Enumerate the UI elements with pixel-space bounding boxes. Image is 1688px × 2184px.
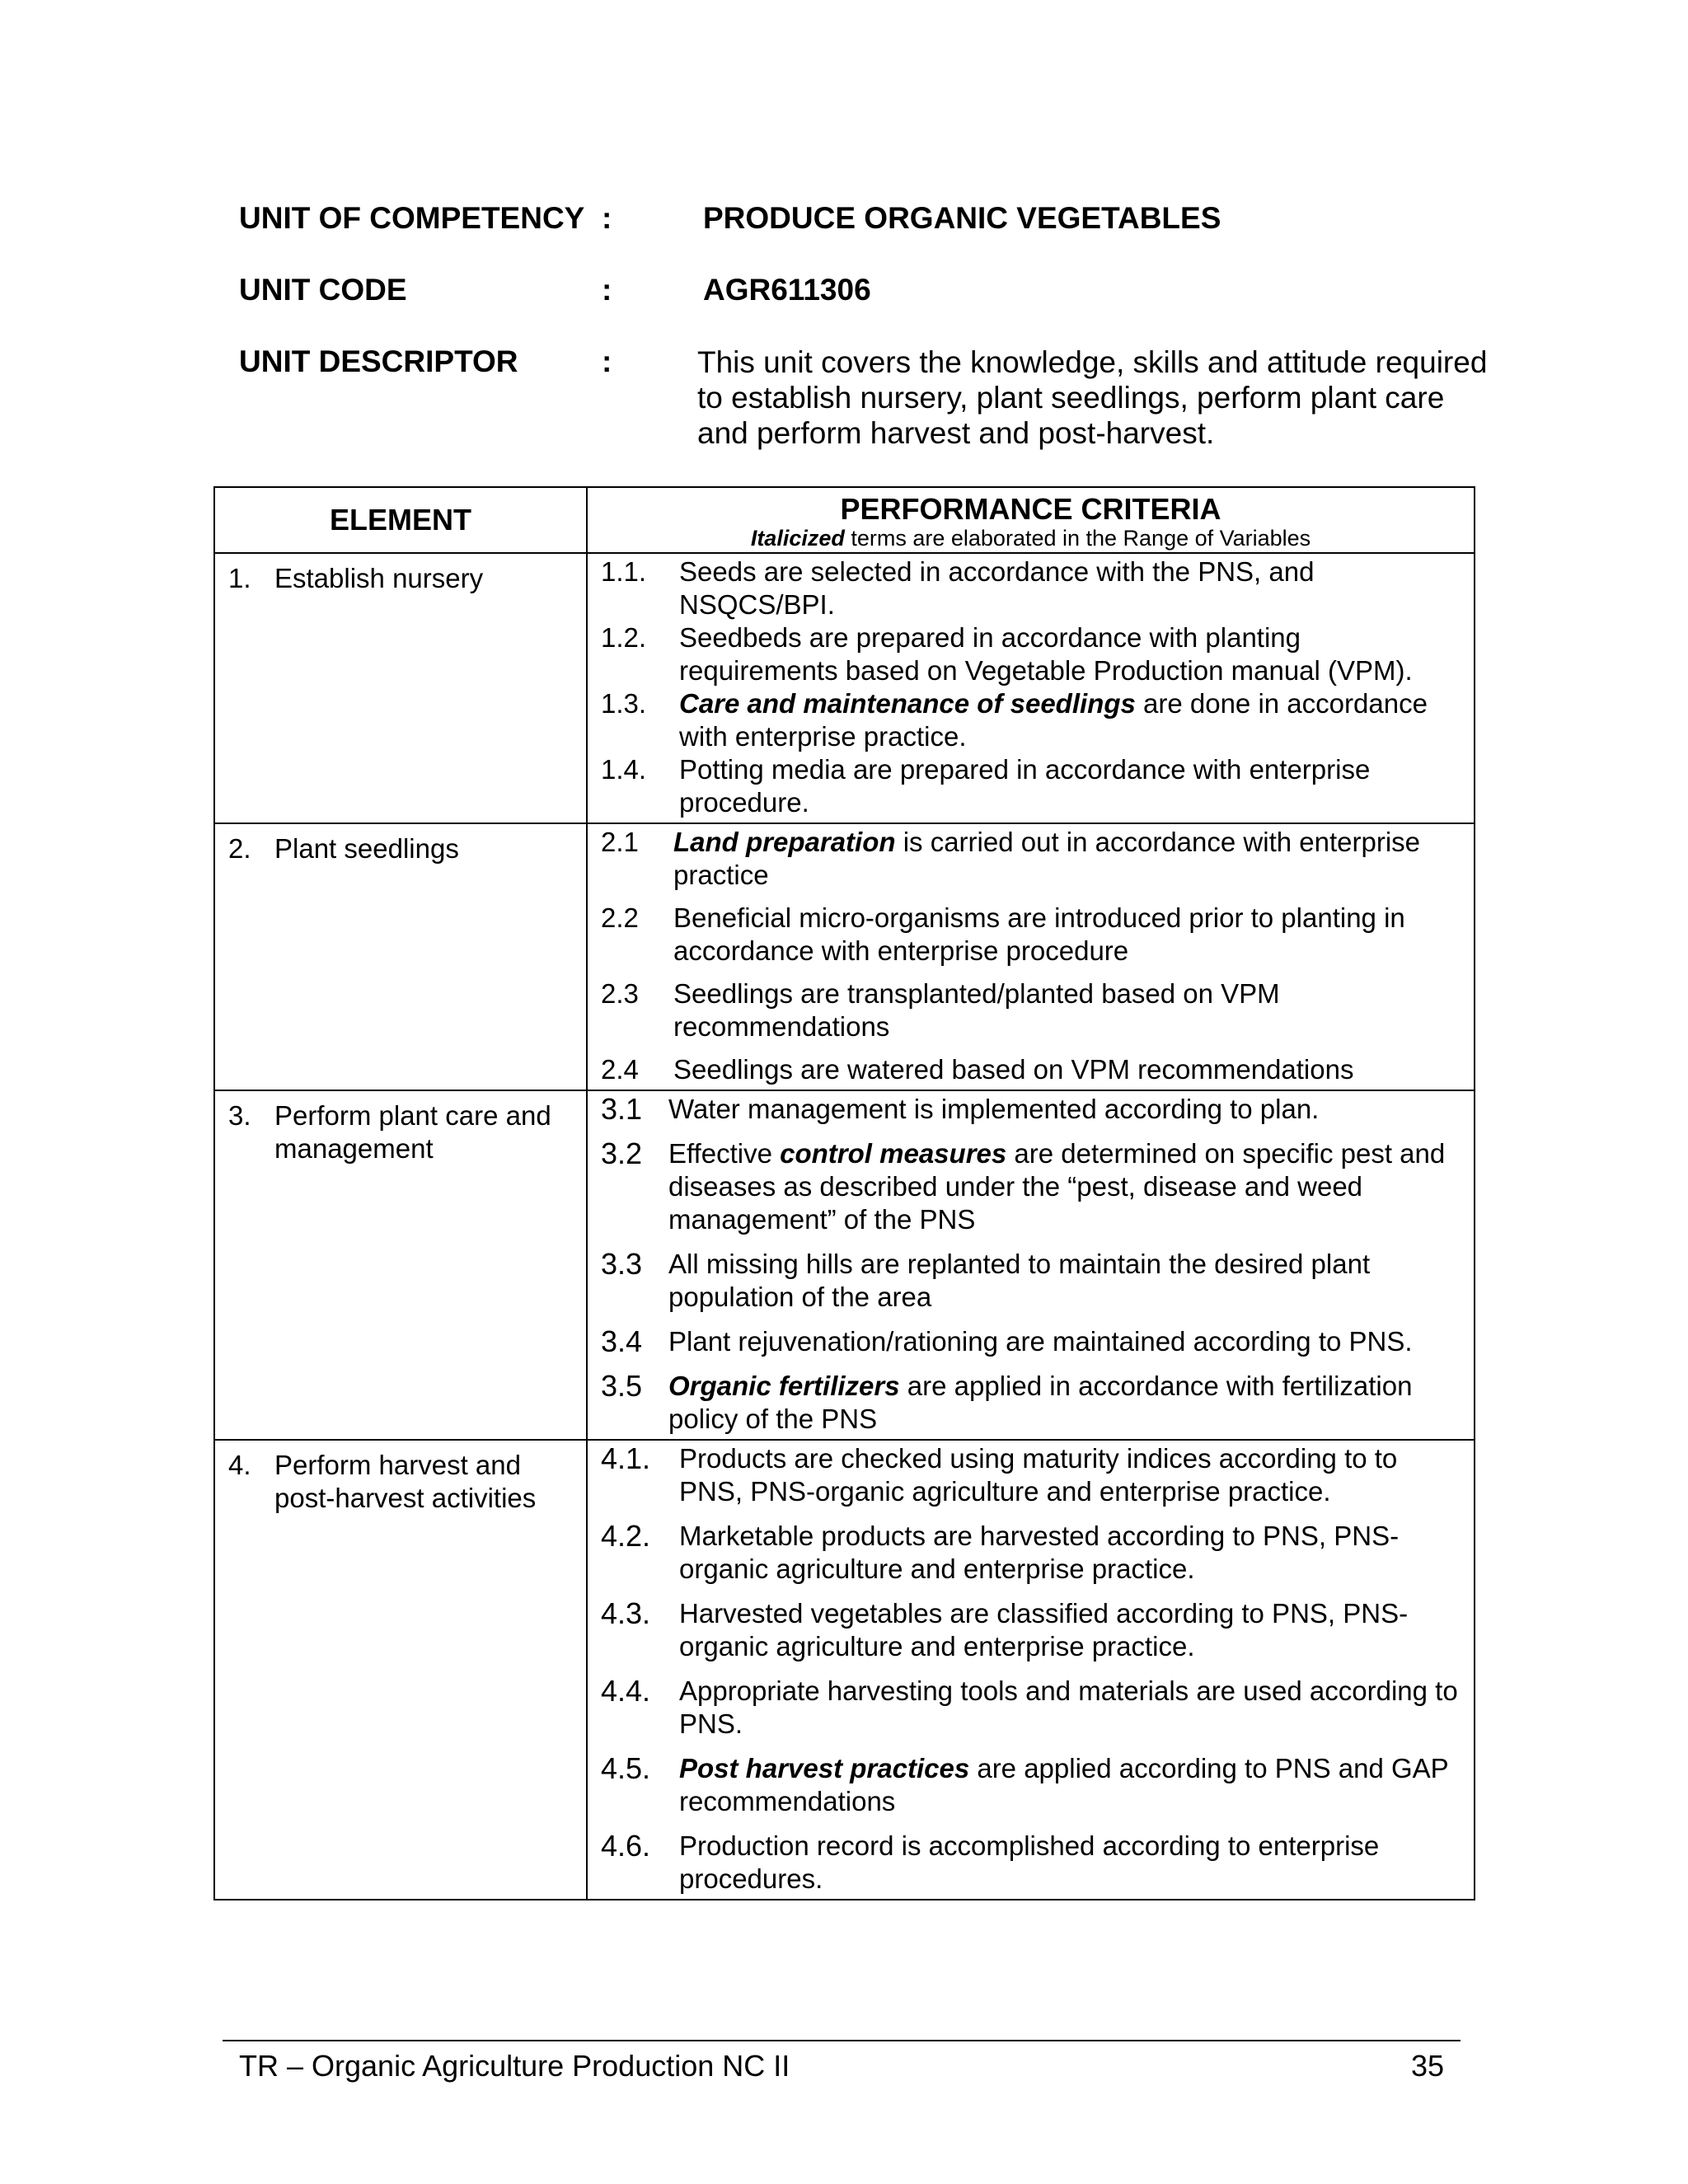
element-cell	[214, 823, 587, 1090]
criterion-text	[673, 1053, 1465, 1086]
unit-descriptor-value: This unit covers the knowledge, skills and attitude required to establish nursery, plant seedlings, perform plant care and perform harvest and post-harvest.	[697, 345, 1488, 450]
criterion-number: 3.2	[601, 1137, 643, 1170]
criterion-text	[679, 753, 1465, 819]
unit-code-label: UNIT CODE	[239, 273, 407, 307]
criterion-item	[601, 1370, 1465, 1436]
criterion-number: 1.2.	[601, 622, 647, 653]
criterion-text-lead: Effective	[668, 1138, 781, 1169]
italicized-note-text: terms are elaborated in the Range of Variables	[844, 526, 1311, 551]
criterion-text	[679, 1830, 1465, 1896]
criterion-text	[673, 826, 1465, 892]
criterion-number: 1.4.	[601, 754, 647, 785]
criterion-item	[601, 1053, 1465, 1086]
criterion-text-body: Seeds are selected in accordance with the PNS, and NSQCS/BPI.	[679, 556, 1315, 620]
unit-descriptor-label: UNIT DESCRIPTOR	[239, 344, 518, 378]
element-number: 4.	[228, 1450, 251, 1480]
criterion-item	[601, 555, 1465, 621]
column-header-element: ELEMENT	[214, 487, 587, 553]
criterion-text	[679, 1442, 1465, 1508]
table-row	[214, 1440, 1475, 1900]
criterion-number: 4.4.	[601, 1674, 651, 1708]
criterion-item	[601, 1597, 1465, 1663]
criterion-text	[679, 1520, 1465, 1586]
criteria-cell	[587, 1440, 1475, 1900]
criterion-text-body: Beneficial micro-organisms are introduced prior to planting in accordance with enterprise procedure	[673, 902, 1405, 966]
colon: :	[602, 273, 612, 307]
criterion-number: 4.6.	[601, 1829, 651, 1863]
criterion-text	[679, 1597, 1465, 1663]
criterion-text-body: Production record is accomplished according to enterprise procedures.	[679, 1830, 1380, 1894]
criterion-italicized-term: Land preparation	[673, 827, 896, 857]
criterion-text	[668, 1325, 1465, 1358]
criterion-text	[668, 1370, 1465, 1436]
table-row	[214, 1090, 1475, 1440]
criterion-text	[668, 1093, 1465, 1126]
criterion-text	[679, 1752, 1465, 1818]
performance-criteria-title: PERFORMANCE CRITERIA	[840, 492, 1221, 526]
italicized-note-emphasis: Italicized	[750, 526, 845, 551]
criterion-item	[601, 1675, 1465, 1741]
criteria-cell	[587, 553, 1475, 823]
criterion-item	[601, 1093, 1465, 1126]
criterion-text-body: are applied according to PNS and GAP recommendations	[679, 1753, 1449, 1816]
unit-code-value: AGR611306	[703, 273, 871, 307]
criterion-number: 3.4	[601, 1324, 643, 1358]
criterion-italicized-term: control measures	[780, 1138, 1007, 1169]
colon: :	[602, 201, 612, 235]
criterion-text-body: Appropriate harvesting tools and materials are used according to PNS.	[679, 1675, 1458, 1739]
criterion-text-body: All missing hills are replanted to maintain the desired plant population of the area	[668, 1249, 1371, 1312]
criterion-item	[601, 1752, 1465, 1818]
criteria-cell	[587, 823, 1475, 1090]
column-header-performance-criteria	[587, 487, 1475, 553]
criterion-text	[668, 1137, 1465, 1236]
criterion-text-body: are applied in accordance with fertilization policy of the PNS	[668, 1371, 1413, 1434]
element-cell	[214, 553, 587, 823]
footer-title: TR – Organic Agriculture Production NC II	[239, 2049, 790, 2083]
element-number: 2.	[228, 833, 251, 864]
criterion-number: 3.1	[601, 1092, 643, 1126]
criterion-text-body: Seedbeds are prepared in accordance with planting requirements based on Vegetable Production manual (VPM).	[679, 622, 1413, 686]
criterion-item	[601, 826, 1465, 892]
criterion-number: 2.1	[601, 827, 639, 857]
criterion-number: 1.3.	[601, 688, 647, 719]
element-number: 3.	[228, 1100, 251, 1131]
criteria-cell	[587, 1090, 1475, 1440]
criterion-text-body: Seedlings are transplanted/planted based on VPM recommendations	[673, 978, 1280, 1042]
criterion-italicized-term: Post harvest practices	[679, 1753, 970, 1783]
criterion-item	[601, 753, 1465, 819]
criterion-text	[679, 621, 1465, 687]
criterion-item	[601, 621, 1465, 687]
criterion-number: 4.3.	[601, 1596, 651, 1630]
unit-of-competency-label: UNIT OF COMPETENCY	[239, 201, 585, 235]
criterion-italicized-term: Organic fertilizers	[668, 1371, 900, 1401]
criterion-item	[601, 1137, 1465, 1236]
criterion-text-body: are done in accordance with enterprise practice.	[679, 688, 1428, 752]
criterion-text	[673, 902, 1465, 968]
element-text: Establish nursery	[274, 563, 484, 593]
element-text: Perform plant care and management	[274, 1100, 551, 1164]
criterion-item	[601, 977, 1465, 1043]
criterion-text	[668, 1248, 1465, 1314]
element-number: 1.	[228, 563, 251, 593]
element-cell	[214, 1440, 587, 1900]
page-number: 35	[1411, 2049, 1445, 2083]
criterion-item	[601, 1830, 1465, 1896]
criterion-text-body: Plant rejuvenation/rationing are maintained according to PNS.	[668, 1326, 1413, 1357]
table-row	[214, 823, 1475, 1090]
criterion-item	[601, 1442, 1465, 1508]
criterion-text-body: Potting media are prepared in accordance with enterprise procedure.	[679, 754, 1371, 818]
criterion-text-body: Seedlings are watered based on VPM recommendations	[673, 1054, 1354, 1085]
element-text: Plant seedlings	[274, 833, 459, 864]
criterion-text-body: is carried out in accordance with enterprise practice	[673, 827, 1421, 890]
criterion-item	[601, 687, 1465, 753]
criterion-number: 4.2.	[601, 1519, 651, 1553]
criterion-number: 4.1.	[601, 1441, 651, 1475]
criterion-number: 2.4	[601, 1054, 639, 1085]
criterion-number: 3.3	[601, 1247, 643, 1281]
criterion-text	[679, 687, 1465, 753]
unit-of-competency-value: PRODUCE ORGANIC VEGETABLES	[703, 201, 1221, 235]
italicized-note	[588, 526, 1474, 551]
criterion-text-body: Harvested vegetables are classified according to PNS, PNS-organic agriculture and enterprise practice.	[679, 1598, 1409, 1661]
colon: :	[602, 344, 612, 378]
criterion-number: 4.5.	[601, 1751, 651, 1785]
criterion-text-body: Products are checked using maturity indices according to to PNS, PNS-organic agriculture and enterprise practice.	[679, 1443, 1398, 1507]
criterion-text-body: Marketable products are harvested according to PNS, PNS-organic agriculture and enterprise practice.	[679, 1521, 1400, 1584]
footer-divider	[223, 2040, 1461, 2041]
criterion-text	[679, 555, 1465, 621]
criterion-item	[601, 1520, 1465, 1586]
element-text: Perform harvest and post-harvest activities	[274, 1450, 537, 1513]
criterion-item	[601, 1248, 1465, 1314]
criterion-text	[679, 1675, 1465, 1741]
criterion-item	[601, 902, 1465, 968]
criterion-text-body: are determined on specific pest and diseases as described under the “pest, disease and weed management” of the PNS	[668, 1138, 1446, 1235]
criterion-number: 2.2	[601, 902, 639, 933]
criterion-item	[601, 1325, 1465, 1358]
table-header-row	[214, 487, 1475, 553]
competency-table	[213, 486, 1475, 1900]
criterion-text-body: Water management is implemented according to plan.	[668, 1094, 1320, 1124]
element-cell	[214, 1090, 587, 1440]
criterion-italicized-term: Care and maintenance of seedlings	[679, 688, 1136, 719]
table-row	[214, 553, 1475, 823]
criterion-number: 3.5	[601, 1369, 643, 1403]
criterion-number: 1.1.	[601, 556, 647, 587]
criterion-number: 2.3	[601, 978, 639, 1009]
criterion-text	[673, 977, 1465, 1043]
